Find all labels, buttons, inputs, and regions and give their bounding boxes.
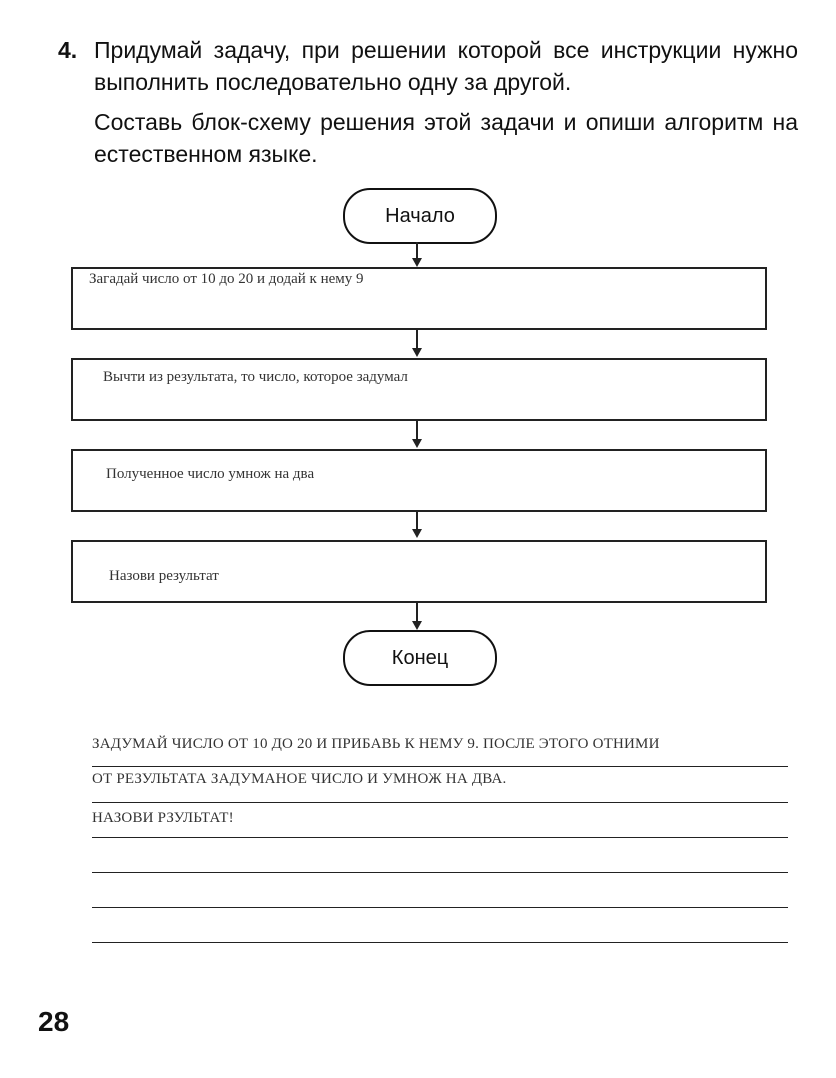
task-instruction: Придумай задачу, при решении которой все инструкции нужно выполнить последовательно одну за другой. xyxy=(94,37,798,95)
answer-line xyxy=(92,802,788,803)
answer-line xyxy=(92,766,788,767)
arrow-down-icon xyxy=(412,258,422,267)
flowchart-end: Конец xyxy=(343,630,497,686)
flowchart-start: Начало xyxy=(343,188,497,244)
task-text xyxy=(94,34,798,170)
arrow-down-icon xyxy=(412,529,422,538)
arrow-down-icon xyxy=(412,621,422,630)
answer-line xyxy=(92,907,788,908)
task-block xyxy=(58,34,798,178)
flowchart-step-2 xyxy=(71,358,767,421)
step-text: Вычти из результата, то число, которое задумал xyxy=(103,369,408,385)
connector-line xyxy=(416,421,418,441)
answer-line xyxy=(92,837,788,838)
task-assignment: Составь блок-схему решения этой задачи и опиши алгоритм на естественном языке. xyxy=(94,109,798,167)
step-text: Полученное число умнож на два xyxy=(106,466,315,482)
arrow-down-icon xyxy=(412,439,422,448)
answer-line xyxy=(92,942,788,943)
arrow-down-icon xyxy=(412,348,422,357)
connector-line xyxy=(416,330,418,350)
flowchart-step-1 xyxy=(71,267,767,330)
answer-text-1: ЗАДУМАЙ ЧИСЛО ОТ 10 ДО 20 И ПРИБАВЬ К НЕМУ 9. ПОСЛЕ ЭТОГО ОТНИМИ xyxy=(92,736,660,752)
answer-line xyxy=(92,872,788,873)
task-number: 4. xyxy=(58,37,78,63)
flowchart-step-3 xyxy=(71,449,767,512)
answer-text-2: ОТ РЕЗУЛЬТАТА ЗАДУМАНОЕ ЧИСЛО И УМНОЖ НА ДВА. xyxy=(92,771,507,787)
page-number: 28 xyxy=(38,1006,70,1037)
flowchart-step-4 xyxy=(71,540,767,603)
connector-line xyxy=(416,603,418,623)
answer-text-3: НАЗОВИ РЗУЛЬТАТ! xyxy=(92,810,234,826)
step-text: Назови результат xyxy=(109,568,219,584)
step-text: Загадай число от 10 до 20 и додай к нему 9 xyxy=(89,271,364,287)
